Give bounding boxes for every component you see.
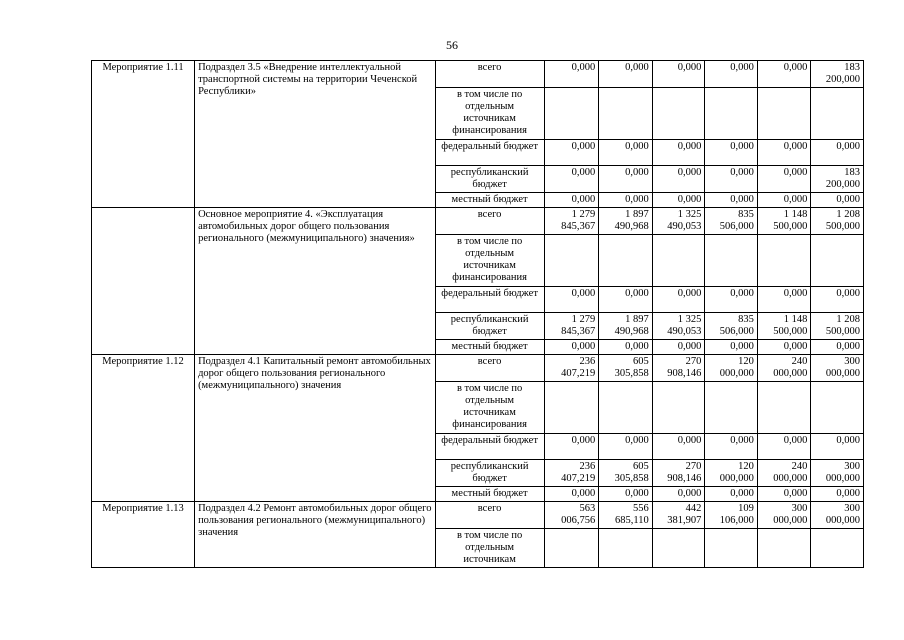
amount-cell: 1 325 490,053: [652, 313, 705, 340]
amount-cell: 0,000: [652, 340, 705, 355]
page-number: 56: [446, 38, 458, 52]
amount-cell: [599, 88, 653, 140]
activity-code: [92, 208, 195, 355]
amount-cell: 0,000: [652, 140, 705, 166]
budget-table-body: [92, 61, 864, 568]
amount-cell: [757, 235, 811, 287]
funding-source: республиканский бюджет: [435, 460, 544, 487]
amount-cell: 0,000: [652, 193, 705, 208]
amount-cell: 183 200,000: [811, 61, 864, 88]
amount-cell: [811, 235, 864, 287]
amount-cell: [652, 88, 705, 140]
amount-cell: 0,000: [757, 193, 811, 208]
funding-source: в том числе по отдельным источникам финансирования: [435, 88, 544, 140]
activity-name: Подраздел 4.2 Ремонт автомобильных дорог общего пользования регионального (межмуниципального) значения: [195, 502, 435, 568]
amount-cell: 556 685,110: [599, 502, 653, 529]
amount-cell: 0,000: [705, 487, 758, 502]
funding-source: в том числе по отдельным источникам: [435, 529, 544, 568]
amount-cell: [757, 382, 811, 434]
funding-source: в том числе по отдельным источникам финансирования: [435, 382, 544, 434]
amount-cell: 0,000: [705, 434, 758, 460]
amount-cell: [544, 88, 599, 140]
amount-cell: 835 506,000: [705, 313, 758, 340]
amount-cell: 1 325 490,053: [652, 208, 705, 235]
amount-cell: 183 200,000: [811, 166, 864, 193]
budget-table: [91, 60, 864, 568]
amount-cell: [757, 529, 811, 568]
funding-source: федеральный бюджет: [435, 140, 544, 166]
funding-source: федеральный бюджет: [435, 434, 544, 460]
amount-cell: 0,000: [599, 140, 653, 166]
amount-cell: 0,000: [811, 140, 864, 166]
amount-cell: 1 148 500,000: [757, 208, 811, 235]
amount-cell: 120 000,000: [705, 460, 758, 487]
amount-cell: 0,000: [599, 61, 653, 88]
amount-cell: [652, 235, 705, 287]
amount-cell: [705, 529, 758, 568]
amount-cell: 1 208 500,000: [811, 208, 864, 235]
table-row: [92, 502, 864, 529]
amount-cell: 0,000: [599, 166, 653, 193]
activity-name: Основное мероприятие 4. «Эксплуатация автомобильных дорог общего пользования регионального (межмуниципального) значения»: [195, 208, 435, 355]
amount-cell: 300 000,000: [757, 502, 811, 529]
amount-cell: 120 000,000: [705, 355, 758, 382]
amount-cell: 0,000: [757, 61, 811, 88]
funding-source: местный бюджет: [435, 340, 544, 355]
amount-cell: 0,000: [757, 166, 811, 193]
amount-cell: 1 208 500,000: [811, 313, 864, 340]
amount-cell: 0,000: [599, 434, 653, 460]
funding-source: местный бюджет: [435, 487, 544, 502]
table-row: [92, 61, 864, 88]
amount-cell: 835 506,000: [705, 208, 758, 235]
amount-cell: 240 000,000: [757, 355, 811, 382]
activity-code: Мероприятие 1.13: [92, 502, 195, 568]
amount-cell: 0,000: [811, 487, 864, 502]
amount-cell: [705, 235, 758, 287]
activity-code: Мероприятие 1.12: [92, 355, 195, 502]
amount-cell: 1 897 490,968: [599, 313, 653, 340]
amount-cell: 300 000,000: [811, 460, 864, 487]
amount-cell: [652, 529, 705, 568]
funding-source: местный бюджет: [435, 193, 544, 208]
funding-source: всего: [435, 355, 544, 382]
amount-cell: 0,000: [544, 487, 599, 502]
amount-cell: 0,000: [652, 487, 705, 502]
amount-cell: [705, 382, 758, 434]
amount-cell: 0,000: [652, 287, 705, 313]
amount-cell: 0,000: [757, 140, 811, 166]
activity-code: Мероприятие 1.11: [92, 61, 195, 208]
amount-cell: 1 897 490,968: [599, 208, 653, 235]
amount-cell: 0,000: [652, 166, 705, 193]
funding-source: всего: [435, 502, 544, 529]
amount-cell: 605 305,858: [599, 460, 653, 487]
amount-cell: 0,000: [599, 193, 653, 208]
amount-cell: [811, 529, 864, 568]
table-row: [92, 355, 864, 382]
amount-cell: 0,000: [705, 140, 758, 166]
amount-cell: 300 000,000: [811, 502, 864, 529]
amount-cell: 0,000: [757, 340, 811, 355]
amount-cell: 240 000,000: [757, 460, 811, 487]
amount-cell: 270 908,146: [652, 355, 705, 382]
amount-cell: 0,000: [599, 340, 653, 355]
amount-cell: 563 006,756: [544, 502, 599, 529]
amount-cell: 0,000: [757, 287, 811, 313]
table-row: [92, 208, 864, 235]
amount-cell: 1 148 500,000: [757, 313, 811, 340]
amount-cell: 0,000: [652, 434, 705, 460]
amount-cell: 0,000: [544, 61, 599, 88]
amount-cell: [599, 382, 653, 434]
amount-cell: 0,000: [544, 166, 599, 193]
amount-cell: [544, 382, 599, 434]
amount-cell: 0,000: [705, 287, 758, 313]
amount-cell: 0,000: [544, 287, 599, 313]
amount-cell: 0,000: [599, 287, 653, 313]
amount-cell: 236 407,219: [544, 460, 599, 487]
amount-cell: [811, 382, 864, 434]
amount-cell: 0,000: [811, 193, 864, 208]
amount-cell: [544, 529, 599, 568]
amount-cell: 0,000: [705, 166, 758, 193]
amount-cell: 0,000: [705, 61, 758, 88]
amount-cell: [757, 88, 811, 140]
amount-cell: 442 381,907: [652, 502, 705, 529]
funding-source: всего: [435, 208, 544, 235]
funding-source: в том числе по отдельным источникам финансирования: [435, 235, 544, 287]
funding-source: федеральный бюджет: [435, 287, 544, 313]
amount-cell: 0,000: [811, 287, 864, 313]
amount-cell: 1 279 845,367: [544, 208, 599, 235]
amount-cell: [705, 88, 758, 140]
amount-cell: 0,000: [599, 487, 653, 502]
amount-cell: [599, 529, 653, 568]
funding-source: республиканский бюджет: [435, 166, 544, 193]
amount-cell: 0,000: [811, 340, 864, 355]
amount-cell: [811, 88, 864, 140]
amount-cell: [599, 235, 653, 287]
amount-cell: 0,000: [811, 434, 864, 460]
amount-cell: 0,000: [652, 61, 705, 88]
activity-name: Подраздел 4.1 Капитальный ремонт автомобильных дорог общего пользования регионального (межмуниципального) значения: [195, 355, 435, 502]
activity-name: Подраздел 3.5 «Внедрение интеллектуальной транспортной системы на территории Чеченской Республики»: [195, 61, 435, 208]
amount-cell: [544, 235, 599, 287]
amount-cell: 0,000: [544, 193, 599, 208]
amount-cell: 270 908,146: [652, 460, 705, 487]
amount-cell: 300 000,000: [811, 355, 864, 382]
amount-cell: 0,000: [544, 340, 599, 355]
amount-cell: 1 279 845,367: [544, 313, 599, 340]
amount-cell: 605 305,858: [599, 355, 653, 382]
amount-cell: 0,000: [757, 434, 811, 460]
amount-cell: 0,000: [705, 193, 758, 208]
amount-cell: 109 106,000: [705, 502, 758, 529]
amount-cell: 236 407,219: [544, 355, 599, 382]
amount-cell: 0,000: [544, 140, 599, 166]
funding-source: всего: [435, 61, 544, 88]
amount-cell: [652, 382, 705, 434]
amount-cell: 0,000: [757, 487, 811, 502]
funding-source: республиканский бюджет: [435, 313, 544, 340]
amount-cell: 0,000: [544, 434, 599, 460]
amount-cell: 0,000: [705, 340, 758, 355]
